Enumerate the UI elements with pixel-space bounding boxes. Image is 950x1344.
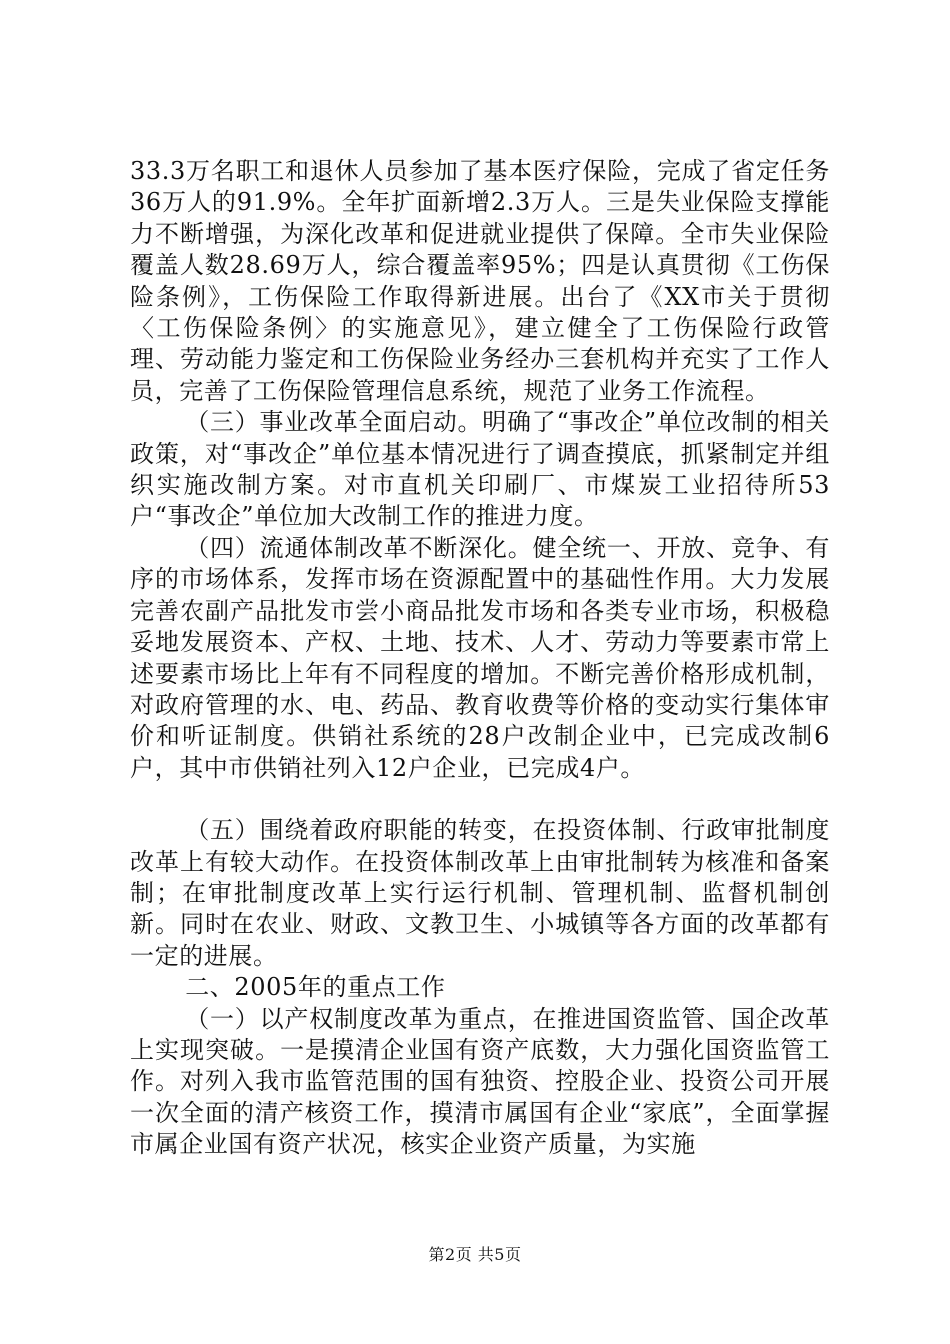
paragraph-property-rights-reform: （一）以产权制度改革为重点，在推进国资监管、国企改革上实现突破。一是摸清企业国有资产底数，大力强化国资监管工作。对列入我市监管范围的国有独资、控股企业、投资公司开展一次全面的清产核资工作，摸清市属国有企业“家底”，全面掌握市属企业国有资产状况，核实企业资产质量，为实施 bbox=[130, 1004, 830, 1159]
section-heading-2005-priorities: 二、2005年的重点工作 bbox=[185, 973, 446, 1002]
paragraph-public-institution-reform: （三）事业改革全面启动。明确了“事改企”单位改制的相关政策，对“事改企”单位基本情况进行了调查摸底，抓紧制定并组织实施改制方案。对市直机关印刷厂、市煤炭工业招待所53户“事改企”单位加大改制工作的推进力度。 bbox=[130, 408, 830, 531]
page-number-footer: 第2页 共5页 bbox=[428, 1245, 522, 1264]
document-body bbox=[130, 156, 830, 1161]
paragraph-insurance-continued: 33.3万名职工和退休人员参加了基本医疗保险，完成了省定任务36万人的91.9%。全年扩面新增2.3万人。三是失业保险支撑能力不断增强，为深化改革和促进就业提供了保障。全市失业保险覆盖人数28.69万人，综合覆盖率95%；四是认真贯彻《工伤保险条例》，工伤保险工作取得新进展。出台了《XX市关于贯彻〈工伤保险条例〉的实施意见》，建立健全了工伤保险行政管理、劳动能力鉴定和工伤保险业务经办三套机构并充实了工作人员，完善了工伤保险管理信息系统，规范了业务工作流程。 bbox=[130, 157, 830, 405]
paragraph-government-functions: （五）围绕着政府职能的转变，在投资体制、行政审批制度改革上有较大动作。在投资体制改革上由审批制转为核准和备案制；在审批制度改革上实行运行机制、管理机制、监督机制创新。同时在农业、财政、文教卫生、小城镇等各方面的改革都有一定的进展。 bbox=[130, 816, 830, 970]
paragraph-circulation-reform: （四）流通体制改革不断深化。健全统一、开放、竞争、有序的市场体系，发挥市场在资源配置中的基础性作用。大力发展完善农副产品批发市尝小商品批发市场和各类专业市场，积极稳妥地发展资本、产权、土地、技术、人才、劳动力等要素市常上述要素市场比上年有不同程度的增加。不断完善价格形成机制，对政府管理的水、电、药品、教育收费等价格的变动实行集体审价和听证制度。供销社系统的28户改制企业中，已完成改制6户，其中市供销社列入12户企业，已完成4户。 bbox=[130, 533, 830, 782]
